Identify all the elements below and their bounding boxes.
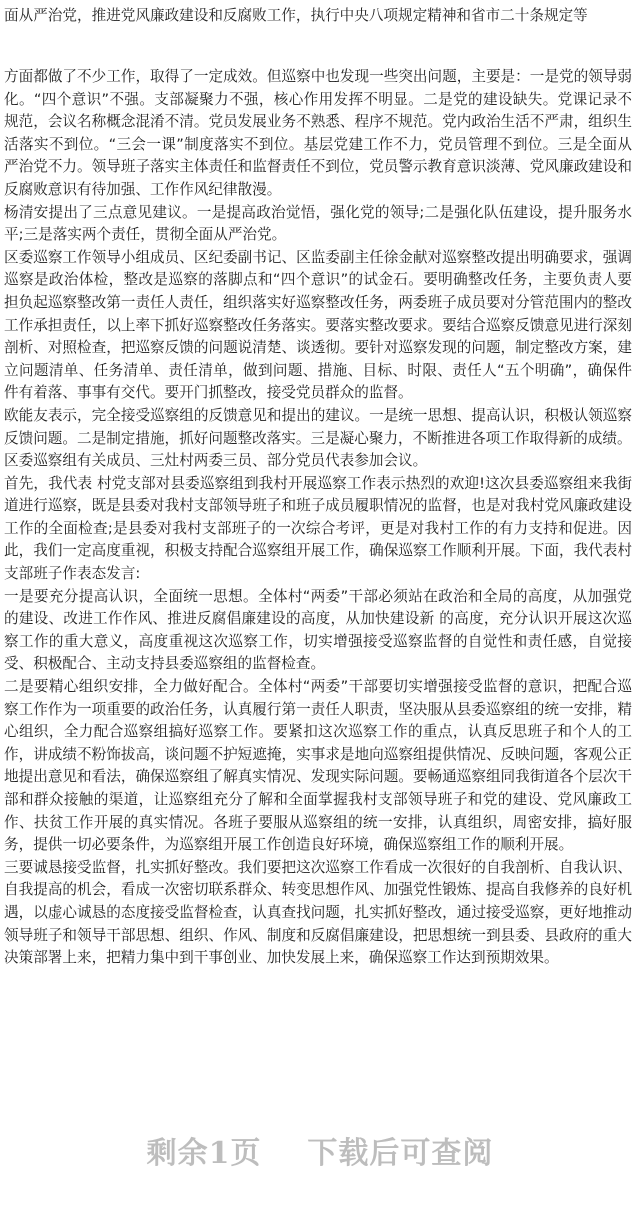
document-top-line: 面从严治党，推进党风廉政建设和反腐败工作，执行中央八项规定精神和省市二十条规定等 xyxy=(4,7,588,24)
paragraph-2: 杨清安提出了三点意见建议。一是提高政治觉悟，强化党的领导;二是强化队伍建设，提升服务水平;三是落实两个责任，贯彻全面从严治党。 xyxy=(4,203,632,244)
paragraph-7: 一是要充分提高认识，全面统一思想。全体村“两委”干部必须站在政治和全局的高度，从加强党的建设、改进工作作风、推进反腐倡廉建设的高度，从加快建设新 的高度，充分认识开展这次巡察工作的重大意义，高度重视这次巡察工作，切实增强接受巡察监督的自觉性和责任感，自觉接受、积极配合、主动支持县委巡察组的监督检查。 xyxy=(4,587,632,673)
paragraph-8: 二是要精心组织安排，全力做好配合。全体村“两委”干部要切实增强接受监督的意识，把配合巡察工作作为一项重要的政治任务，认真履行第一责任人职责，坚决服从县委巡察组的统一安排，精心组织，全力配合巡察组搞好巡察工作。要紧扣这次巡察工作的重点，认真反思班子和个人的工作，讲成绩不粉饰拔高，谈问题不护短遮掩，实事求是地向巡察组提供情况、反映问题，客观公正地提出意见和看法，确保巡察组了解真实情况、发现实际问题。要畅通巡察组同我街道各个层次干部和群众接触的渠道，让巡察组充分了解和全面掌握我村支部领导班子和党的建设、党风廉政工作、扶贫工作开展的真实情况。各班子要服从巡察组的统一安排，认真组织，周密安排，搞好服务，提供一切必要条件，为巡察组开展工作创造良好环境，确保巡察组工作的顺利开展。 xyxy=(4,678,632,854)
document-body xyxy=(4,66,632,970)
paragraph-4: 欧能友表示，完全接受巡察组的反馈意见和提出的建议。一是统一思想、提高认识，积极认领巡察反馈问题。二是制定措施，抓好问题整改落实。三是凝心聚力，不断推进各项工作取得新的成绩。 xyxy=(4,406,632,447)
paragraph-5: 区委巡察组有关成员、三灶村两委三员、部分党员代表参加会议。 xyxy=(4,452,428,470)
paragraph-3: 区委巡察工作领导小组成员、区纪委副书记、区监委副主任徐金献对巡察整改提出明确要求，强调巡察是政治体检，整改是巡察的落脚点和“四个意识”的试金石。要明确整改任务，主要负责人要担负起巡察整改第一责任人责任，组织落实好巡察整改任务，两委班子成员要对分管范围内的整改工作承担责任，以上率下抓好巡察整改任务落实。要落实整改要求。要结合巡察反馈意见进行深刻剖析、对照检查，把巡察反馈的问题说清楚、谈透彻。要针对巡察发现的问题，制定整改方案，建立问题清单、任务清单、责任清单，做到问题、措施、目标、时限、责任人“五个明确”，确保件件有着落、事事有交代。要开门抓整改，接受党员群众的监督。 xyxy=(4,248,632,402)
paragraph-9: 三要诚恳接受监督，扎实抓好整改。我们要把这次巡察工作看成一次很好的自我剖析、自我认识、自我提高的机会，看成一次密切联系群众、转变思想作风、加强党性锻炼、提高自我修养的良好机遇，以虚心诚恳的态度接受监督检查，认真查找问题，扎实抓好整改，通过接受巡察，更好地推动领导班子和领导干部思想、组织、作风、制度和反腐倡廉建设，把思想统一到县委、县政府的重大决策部署上来，把精力集中到干事创业、加快发展上来，确保巡察工作达到预期效果。 xyxy=(4,858,632,967)
paragraph-1: 方面都做了不少工作，取得了一定成效。但巡察中也发现一些突出问题，主要是：一是党的领导弱化。“四个意识”不强。支部凝聚力不强，核心作用发挥不明显。二是党的建设缺失。党课记录不规范，会议名称概念混淆不清。党员发展业务不熟悉、程序不规范。党内政治生活不严肃，组织生活落实不到位。“三会一课”制度落实不到位。基层党建工作不力，党员管理不到位。三是全面从严治党不力。领导班子落实主体责任和监督责任不到位，党员警示教育意识淡薄、党风廉政建设和反腐败意识有待加强、工作作风纪律散漫。 xyxy=(4,68,632,198)
remaining-pages-download-notice[interactable]: 剩余1页 下载后可查阅 xyxy=(146,1136,494,1171)
paragraph-6: 首先，我代表 村党支部对县委巡察组到我村开展巡察工作表示热烈的欢迎!这次县委巡察组来我街道进行巡察，既是县委对我村支部领导班子和班子成员履职情况的监督，也是对我村党风廉政建设工作的全面检查;是县委对我村支部班子的一次综合考评，更是对我村工作的有力支持和促进。因此，我们一定高度重视，积极支持配合巡察组开展工作，确保巡察工作顺利开展。下面，我代表村支部班子作表态发言: xyxy=(4,474,632,583)
